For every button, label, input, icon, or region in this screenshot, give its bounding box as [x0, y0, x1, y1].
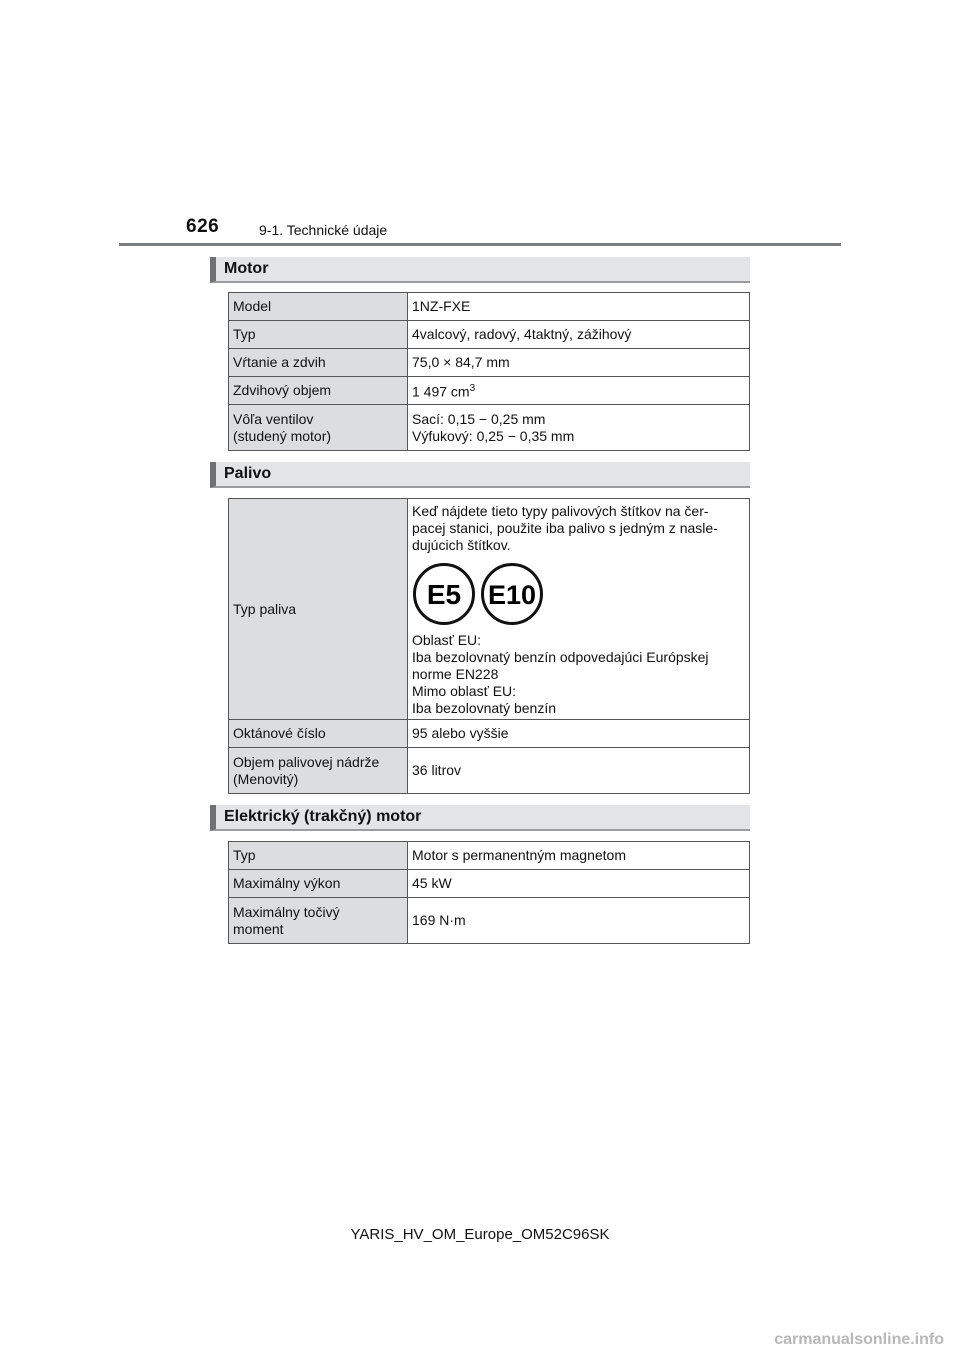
- label-line: Objem palivovej nádrže: [233, 753, 380, 770]
- spec-value: 75,0 × 84,7 mm: [408, 349, 750, 377]
- spec-value: [408, 499, 750, 720]
- table-row: [229, 293, 750, 321]
- table-row: [229, 870, 750, 898]
- spec-value: 169 N·m: [408, 898, 750, 944]
- spec-value: 1NZ-FXE: [408, 293, 750, 321]
- fuel-detail-line: Oblasť EU:: [412, 632, 482, 648]
- fuel-detail-line: norme EN228: [412, 666, 499, 682]
- fuel-label-text: E10: [487, 580, 537, 610]
- table-row: [229, 349, 750, 377]
- fuel-label-e5-icon: [412, 562, 476, 626]
- section-heading-palivo: [210, 462, 750, 488]
- table-row: [229, 499, 750, 720]
- fuel-detail-line: Iba bezolovnatý benzín odpovedajúci Európskej: [412, 649, 709, 665]
- fuel-detail-line: Iba bezolovnatý benzín: [412, 700, 556, 716]
- label-line: moment: [233, 920, 284, 937]
- table-row: [229, 898, 750, 944]
- spec-label: Model: [229, 293, 408, 321]
- section-heading-motor: [210, 257, 750, 283]
- spec-value: 4valcový, radový, 4taktný, zážihový: [408, 321, 750, 349]
- spec-label: Typ: [229, 842, 408, 870]
- spec-label: Oktánové číslo: [229, 720, 408, 748]
- fuel-label-text: E5: [426, 579, 462, 610]
- spec-value: Motor s permanentným magnetom: [408, 842, 750, 870]
- fuel-spec-table: [228, 498, 750, 794]
- motor-spec-table: [228, 292, 750, 451]
- value-line: Sací: 0,15 − 0,25 mm: [412, 410, 546, 427]
- fuel-intro-line: dujúcich štítkov.: [412, 537, 511, 553]
- spec-value: 36 litrov: [408, 748, 750, 794]
- spec-label: Maximálny výkon: [229, 870, 408, 898]
- table-row: [229, 842, 750, 870]
- watermark-link[interactable]: carmanualsonline.info: [774, 1331, 944, 1348]
- section-title: Elektrický (trakčný) motor: [224, 808, 422, 825]
- header-rule: [119, 243, 841, 246]
- fuel-intro-line: Keď nájdete tieto typy palivových štítkov na čer-: [412, 503, 709, 519]
- section-heading-electric-motor: [210, 805, 750, 831]
- value-line: Výfukový: 0,25 − 0,35 mm: [412, 427, 575, 444]
- spec-value: [408, 405, 750, 451]
- table-row: [229, 321, 750, 349]
- chapter-title: 9-1. Technické údaje: [259, 222, 388, 238]
- table-row: [229, 748, 750, 794]
- label-line: (Menovitý): [233, 770, 299, 787]
- label-line: (studený motor): [233, 427, 332, 444]
- electric-motor-spec-table: [228, 841, 750, 944]
- spec-label: Typ paliva: [229, 499, 408, 720]
- page-number: 626: [186, 216, 220, 237]
- spec-label: Zdvihový objem: [229, 377, 408, 405]
- spec-value: 45 kW: [408, 870, 750, 898]
- spec-label: [229, 748, 408, 794]
- table-row: [229, 377, 750, 405]
- spec-value: 95 alebo vyššie: [408, 720, 750, 748]
- document-code: YARIS_HV_OM_Europe_OM52C96SK: [350, 1226, 610, 1243]
- fuel-intro-line: pacej stanici, použite iba palivo s jedným z nasle-: [412, 520, 718, 536]
- table-row: [229, 405, 750, 451]
- section-title: Palivo: [224, 465, 272, 482]
- fuel-label-e10-icon: [480, 562, 544, 626]
- spec-value: [408, 377, 750, 405]
- displacement-value: 1 497 cm: [412, 383, 470, 400]
- fuel-label-icons: [412, 562, 745, 626]
- fuel-detail-line: Mimo oblasť EU:: [412, 683, 517, 699]
- spec-label: [229, 898, 408, 944]
- section-title: Motor: [224, 260, 269, 277]
- spec-label: Typ: [229, 321, 408, 349]
- unit-superscript: 3: [469, 383, 476, 395]
- spec-label: Vŕtanie a zdvih: [229, 349, 408, 377]
- label-line: Maximálny točivý: [233, 903, 340, 920]
- table-row: [229, 720, 750, 748]
- label-line: Vôľa ventilov: [233, 410, 314, 427]
- spec-label: [229, 405, 408, 451]
